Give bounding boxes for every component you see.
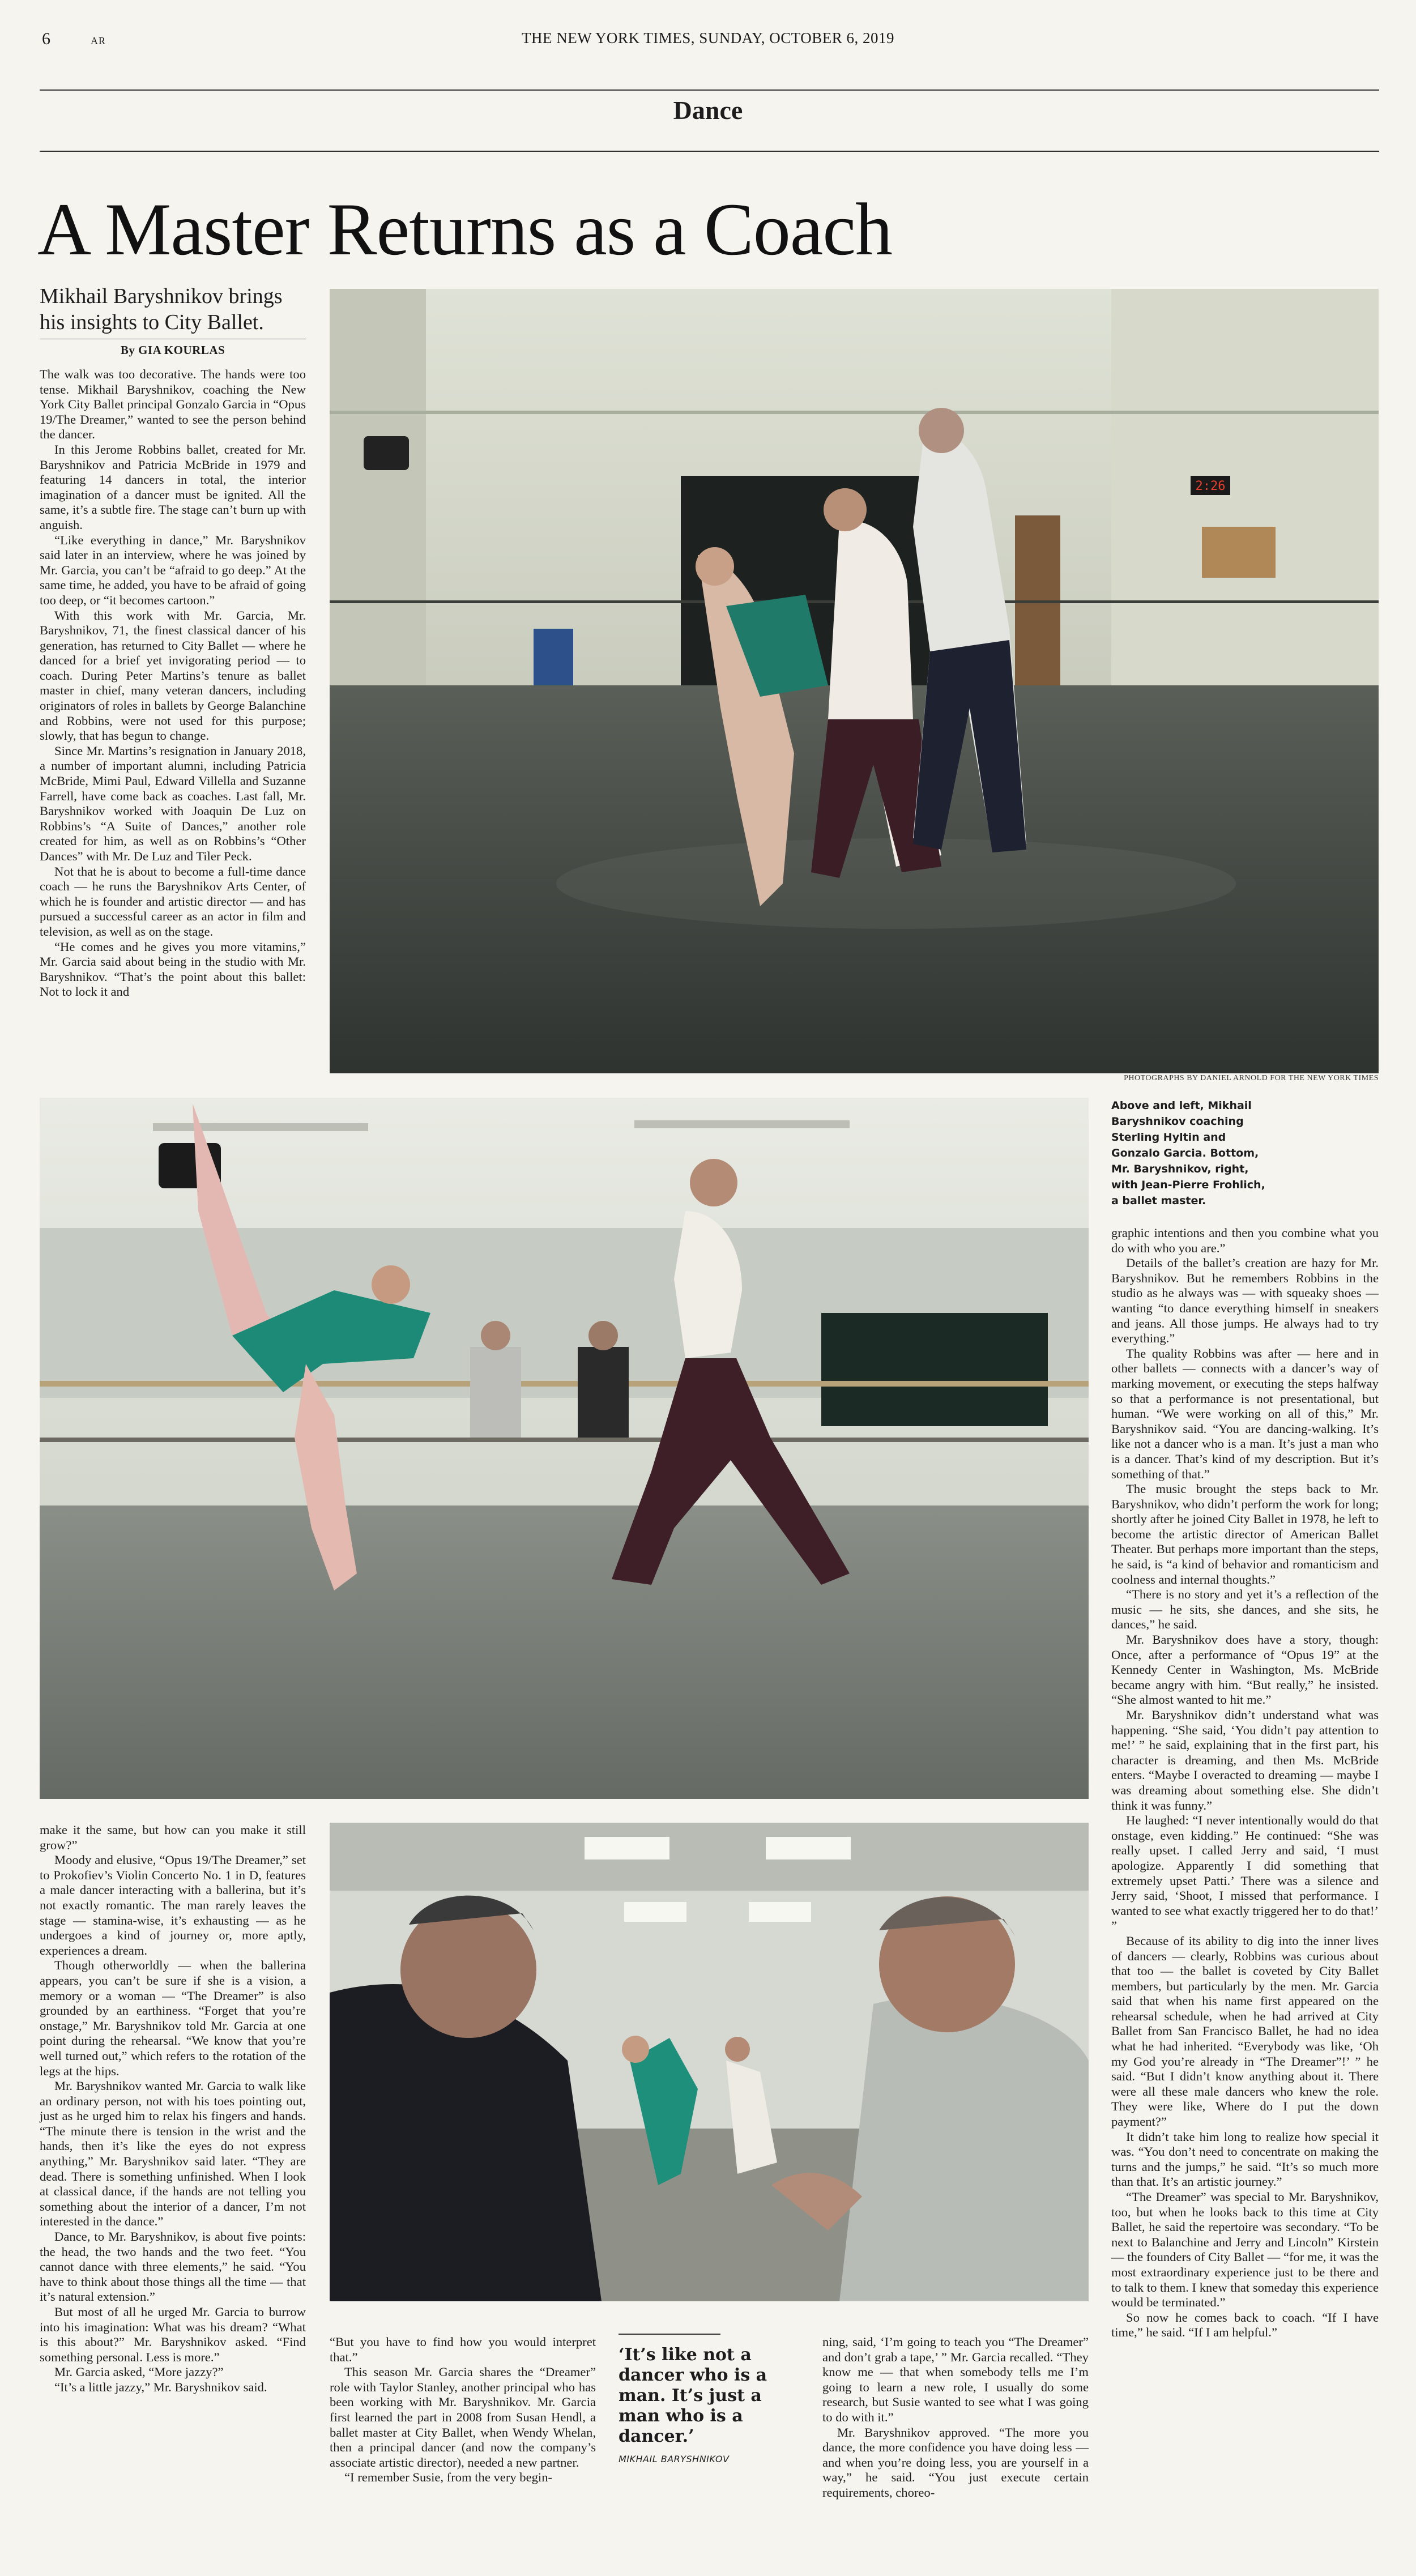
page-number: 6 <box>42 29 50 48</box>
paragraph: Mr. Baryshnikov wanted Mr. Garcia to walk like an ordinary person, not with his toes pointing out, just as he urged him to relax his fingers and hands. “The minute there is tension in the wrist and the hands, then it’s like the eyes do not express anything,” Mr. Baryshnikov said later. “They are dead. There is something unfinished. When I look at classical dance, if the hands are not telling you something about the interior of a dancer, I’m not interested in the dance.” <box>40 2079 306 2229</box>
paragraph: This season Mr. Garcia shares the “Dreamer” role with Taylor Stanley, another principal who has been working with Mr. Baryshnikov. Mr. Garcia first learned the part in 2008 from Susan Hendl, a ballet master at City Ballet, when Wendy Whelan, then a principal dancer (and now the company’s associate artistic director), needed a new partner. <box>330 2365 596 2470</box>
paragraph: The quality Robbins was after — here and in other ballets — connects with a dancer’s way of marking movement, or executing the steps halfway so that a performance is not presentational, but human. “We were working on all of this,” Mr. Baryshnikov said. “You are dancing-walking. It’s like not a dancer who is a man. It’s just a man who is a dancer. That’s kind of my description. But it’s something of that.” <box>1111 1346 1379 1481</box>
paragraph: Though otherworldly — when the ballerina appears, you can’t be sure if she is a vision, a memory or a woman — “The Dreamer” is also grounded by an earthiness. “Forget that you’re onstage,” Mr. Baryshnikov told Mr. Garcia at one point during the rehearsal. “We know that you’re well turned out,” which refers to the rotation of the legs at the hips. <box>40 1958 306 2078</box>
paragraph: So now he comes back to coach. “If I have time,” he said. “If I am helpful.” <box>1111 2310 1379 2340</box>
paragraph: Since Mr. Martins’s resignation in January 2018, a number of important alumni, including Patricia McBride, Mimi Paul, Edward Villella and Suzanne Farrell, have come back as coaches. Last fall, Mr. Baryshnikov worked with Joaquin De Luz on Robbins’s “A Suite of Dances,” another role created for him, as well as on Robbins’s “Other Dances” with Mr. De Luz and Tiler Peck. <box>40 743 306 863</box>
pull-quote: ‘It’s like not a dancer who is a man. It’s just a man who is a dancer.’ <box>619 2345 767 2446</box>
paragraph: Moody and elusive, “Opus 19/The Dreamer,” set to Prokofiev’s Violin Concerto No. 1 in D, features a male dancer interacting with a ballerina, but it’s not exactly romantic. The man rarely leaves the stage — stamina-wise, it’s exhausting — as he undergoes a kind of journey or, more aptly, experiences a dream. <box>40 1853 306 1957</box>
paragraph: Mr. Baryshnikov didn’t understand what was happening. “She said, ‘You didn’t pay attention to me!’ ” he said, explaining that in the first part, his character is dreaming, and then Ms. McBride enters. “Maybe I overacted to dreaming — maybe I was dreaming about something else. She didn’t think it was funny.” <box>1111 1708 1379 1812</box>
paragraph: With this work with Mr. Garcia, Mr. Baryshnikov, 71, the finest classical dancer of his generation, has returned to City Ballet — where he danced for a brief yet invigorating period — to coach. During Peter Martins’s tenure as ballet master in chief, many veteran dancers, including originators of roles in ballets by George Balanchine and Robbins, were not used for this purpose; slowly, that has begun to change. <box>40 608 306 743</box>
paragraph: graphic intentions and then you combine what you do with who you are.” <box>1111 1226 1379 1255</box>
photo-arabesque <box>40 1098 1089 1799</box>
photo-credit: PHOTOGRAPHS BY DANIEL ARNOLD FOR THE NEW YORK TIMES <box>1124 1074 1379 1082</box>
paragraph: “The Dreamer” was special to Mr. Baryshnikov, too, but when he looks back to this time at City Ballet, he said the repertoire was secondary. “To be next to Balanchine and Jerry and Lincoln” Kirstein — the founders of City Ballet — “for me, it was the most extraordinary experience just to be there and to talk to them. I knew that someday this experience would be terminated.” <box>1111 2190 1379 2310</box>
edition-code: AR <box>91 35 106 46</box>
paragraph: Mr. Baryshnikov does have a story, though: Once, after a performance of “Opus 19” at the Kennedy Center in Washington, Ms. McBride became angry with him. “But really,” he insisted. “She almost wanted to hit me.” <box>1111 1632 1379 1707</box>
deck: Mikhail Baryshnikov brings his insights to City Ballet. <box>40 284 283 334</box>
paragraph: The music brought the steps back to Mr. Baryshnikov, who didn’t perform the work for long; shortly after he joined City Ballet in 1978, he left to become the artistic director of American Ballet Theater. But perhaps more important than the steps, he said, is “a kind of behavior and romanticism and coolness and internal thoughts.” <box>1111 1482 1379 1586</box>
top-rule <box>40 89 1379 91</box>
section-title: Dance <box>673 96 743 125</box>
body-column-3 <box>822 2335 1089 2501</box>
paragraph: “Like everything in dance,” Mr. Baryshnikov said later in an interview, where he was joined by Mr. Garcia, you can’t be “afraid to go deep.” At the same time, he added, you have to be afraid of going too deep, or “it becomes cartoon.” <box>40 532 306 607</box>
paragraph: Dance, to Mr. Baryshnikov, is about five points: the head, the two hands and the two feet. “You cannot dance with three elements,” he said. “You have to think about those things all the time — that it’s natural extension.” <box>40 2229 306 2304</box>
photo-rehearsal-studio <box>330 289 1379 1073</box>
paragraph: Mr. Baryshnikov approved. “The more you dance, the more confidence you have doing less — and when you’re doing less, you are yourself in a way,” he said. “You just execute certain requirements, choreo- <box>822 2425 1089 2500</box>
paragraph: He laughed: “I never intentionally would do that onstage, even kidding.” He continued: “She was really upset. I called Jerry and said, ‘I must apologize. Apparently I did something that extremely upset Patti.’ There was a silence and Jerry said, ‘Shoot, I missed that performance. I wanted to see what exactly triggered her to do that!’ ” <box>1111 1813 1379 1933</box>
body-column-1b <box>40 1823 306 2395</box>
paragraph: Because of its ability to dig into the inner lives of dancers — clearly, Robbins was curious about that too — the ballet is coveted by City Ballet members, but particularly by the men. Mr. Garcia said that when his name first appeared on the rehearsal schedule, when he had arrived at City Ballet from San Francisco Ballet, he had no idea what he had inherited. “Everybody was like, ‘Oh my God you’re already in “The Dreamer”!’ ” he said. “But I didn’t know anything about it. There were all these male dancers who knew the role. They were like, Where do I put the down payment?” <box>1111 1933 1379 2129</box>
byline: By GIA KOURLAS <box>120 343 225 357</box>
paragraph: Mr. Garcia asked, “More jazzy?” <box>54 2365 224 2379</box>
paragraph: But most of all he urged Mr. Garcia to burrow into his imagination: What was his dream? “What is this about?” Mr. Baryshnikov asked. “Find something personal. Less is more.” <box>40 2305 306 2364</box>
body-column-1 <box>40 367 306 1000</box>
paragraph: Not that he is about to become a full-time dance coach — he runs the Baryshnikov Arts Center, of which he is founder and artistic director — and has pursued a successful career as an actor in film and television, as well as on the stage. <box>40 864 306 939</box>
photo-caption: Above and left, Mikhail Baryshnikov coaching Sterling Hyltin and Gonzalo Garcia. Bottom, Mr. Baryshnikov, right, with Jean-Pierre Frohlich, a ballet master. <box>1111 1099 1265 1207</box>
paragraph: “There is no story and yet it’s a reflection of the music — he sits, she dances, and she sits, he dances,” he said. <box>1111 1587 1379 1632</box>
paragraph: “I remember Susie, from the very begin- <box>344 2470 553 2485</box>
paragraph: make it the same, but how can you make it still grow?” <box>40 1823 306 1852</box>
paragraph: It didn’t take him long to realize how special it was. “You don’t need to concentrate on making the turns and the jumps,” he said. “It’s so much more than that. It’s an artistic journey.” <box>1111 2129 1379 2189</box>
headline: A Master Returns as a Coach <box>37 187 892 271</box>
paragraph: “He comes and he gives you more vitamins,” Mr. Garcia said about being in the studio with Mr. Baryshnikov. “That’s the point about this ballet: Not to lock it and <box>40 939 306 999</box>
rehearsal-studio-image <box>330 289 1379 1073</box>
body-column-2 <box>330 2335 596 2485</box>
studio-clock-readout: 2:26 <box>1195 479 1226 493</box>
section-rule <box>40 151 1379 152</box>
photo-coaches <box>330 1823 1089 2301</box>
pull-quote-attribution: MIKHAIL BARYSHNIKOV <box>619 2454 730 2464</box>
coaches-image <box>330 1823 1089 2301</box>
pull-quote-rule <box>619 2334 720 2335</box>
pull-quote-box <box>619 2334 799 2464</box>
paragraph: In this Jerome Robbins ballet, created for Mr. Baryshnikov and Patricia McBride in 1979 and featuring 14 dancers in total, the interior imagination of a dancer must be ignited. All the same, it’s a subtle fire. The stage can’t burn up with anguish. <box>40 442 306 532</box>
masthead-dateline: THE NEW YORK TIMES, SUNDAY, OCTOBER 6, 2019 <box>521 29 895 46</box>
paragraph: The walk was too decorative. The hands were too tense. Mikhail Baryshnikov, coaching the New York City Ballet principal Gonzalo Garcia in “Opus 19/The Dreamer,” wanted to see the person behind the dancer. <box>40 367 306 442</box>
arabesque-image <box>40 1098 1089 1799</box>
body-column-4 <box>1111 1226 1379 2340</box>
paragraph: Details of the ballet’s creation are hazy for Mr. Baryshnikov. But he remembers Robbins in the studio as he always was — with squeaky shoes — wanting “to dance everything himself in sneakers and jeans. All those jumps. He always had to try everything.” <box>1111 1256 1379 1346</box>
paragraph: “It’s a little jazzy,” Mr. Baryshnikov said. <box>54 2379 267 2394</box>
paragraph: “But you have to find how you would interpret that.” <box>330 2335 596 2364</box>
paragraph: ning, said, ‘I’m going to teach you “The Dreamer” and don’t grab a tape,’ ” Mr. Garcia recalled. “They know me — that when somebody tells me I’m going to learn a new role, I usually do some research, but Susie wanted to see what I was going to do with it.” <box>822 2335 1089 2424</box>
